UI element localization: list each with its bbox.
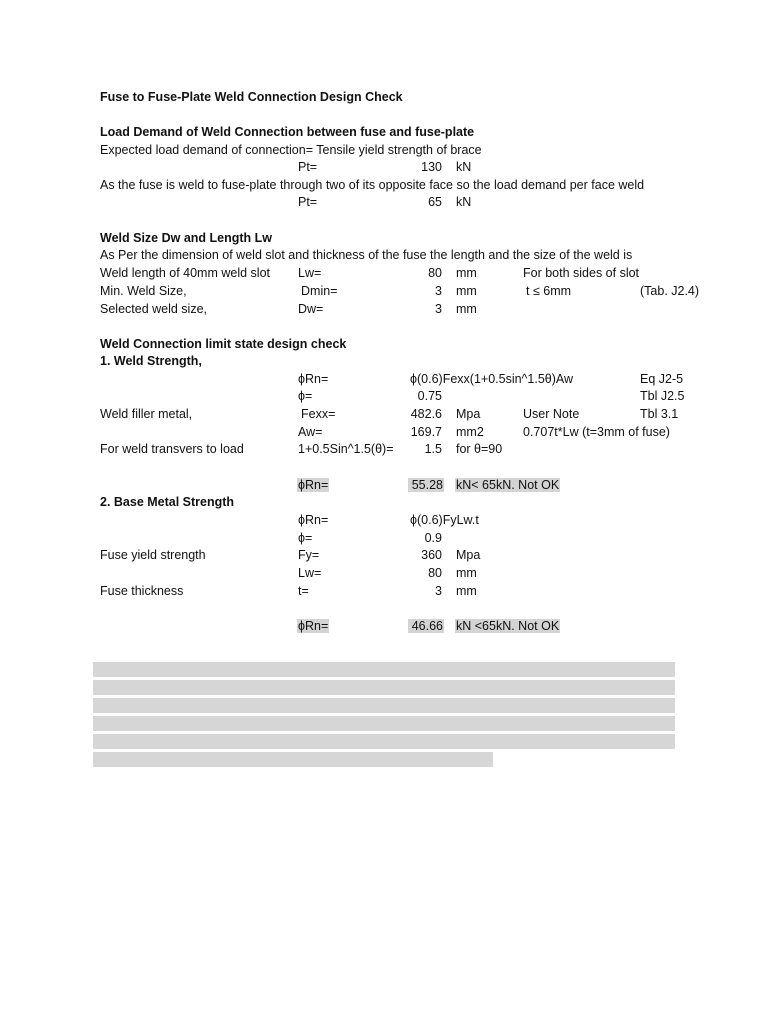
row-desc: For weld transvers to load: [100, 442, 244, 456]
row-value: 3: [435, 584, 442, 598]
result-value: 55.28: [408, 478, 444, 492]
row-desc: Selected weld size,: [100, 302, 208, 316]
row-ref: (Tab. J2.4): [640, 284, 700, 298]
row-label: Dw=: [298, 302, 324, 316]
pt-label: Pt=: [298, 160, 318, 174]
row-label: Dmin=: [301, 284, 338, 298]
row-ref: Tbl 3.1: [640, 407, 679, 421]
row-value: 1.5: [424, 442, 442, 456]
row-value: 482.6: [410, 407, 442, 421]
load-demand-text: Expected load demand of connection= Tensile yield strength of brace: [100, 143, 482, 157]
redacted-line: [93, 752, 493, 767]
row-note: t ≤ 6mm: [526, 284, 572, 298]
load-per-face-text: As the fuse is weld to fuse-plate through two of its opposite face so the load demand per face weld: [100, 178, 645, 192]
row-unit: mm: [456, 584, 477, 598]
row-formula: ϕ(0.6)Fexx(1+0.5sin^1.5θ)Aw: [410, 372, 574, 386]
redacted-line: [93, 680, 675, 695]
row-formula: ϕ(0.6)FyLw.t: [410, 513, 479, 527]
result-label: ϕRn=: [298, 619, 329, 633]
row-label: Lw=: [298, 266, 322, 280]
row-unit: mm: [456, 266, 477, 280]
row-value: 0.9: [424, 531, 442, 545]
row-desc: Fuse thickness: [100, 584, 184, 598]
row-desc: Min. Weld Size,: [100, 284, 187, 298]
result-status: kN< 65kN. Not OK: [456, 478, 560, 492]
row-label: ϕ=: [298, 531, 313, 545]
row-unit: mm: [456, 566, 477, 580]
row-note: For both sides of slot: [523, 266, 640, 280]
row-desc: Weld length of 40mm weld slot: [100, 266, 270, 280]
redacted-line: [93, 716, 675, 731]
row-value: 3: [435, 284, 442, 298]
pt-face-label: Pt=: [298, 195, 318, 209]
row-ref: Eq J2-5: [640, 372, 684, 386]
page-title: Fuse to Fuse-Plate Weld Connection Design Check: [100, 90, 403, 104]
row-note: 0.707t*Lw (t=3mm of fuse): [523, 425, 670, 439]
load-demand-heading: Load Demand of Weld Connection between fuse and fuse-plate: [100, 125, 475, 139]
weld-size-text: As Per the dimension of weld slot and thickness of the fuse the length and the size of the weld is: [100, 248, 633, 262]
row-desc: Fuse yield strength: [100, 548, 206, 562]
row-label: ϕRn=: [298, 513, 329, 527]
row-label: Aw=: [298, 425, 323, 439]
pt-value: 130: [421, 160, 442, 174]
row-label: Fy=: [298, 548, 320, 562]
limit-state-heading: Weld Connection limit state design check: [100, 337, 347, 351]
redacted-line: [93, 734, 675, 749]
row-value: 169.7: [410, 425, 442, 439]
row-desc: Weld filler metal,: [100, 407, 193, 421]
row-unit: mm: [456, 302, 477, 316]
row-value: 360: [421, 548, 442, 562]
row-label: ϕRn=: [298, 372, 329, 386]
pt-face-unit: kN: [456, 195, 472, 209]
weld-strength-heading: 1. Weld Strength,: [100, 354, 202, 368]
row-value: 80: [428, 566, 442, 580]
row-label: Fexx=: [301, 407, 336, 421]
row-label: Lw=: [298, 566, 322, 580]
row-ref: Tbl J2.5: [640, 389, 685, 403]
redacted-line: [93, 698, 675, 713]
row-label: ϕ=: [298, 389, 313, 403]
pt-face-value: 65: [428, 195, 442, 209]
row-label: t=: [298, 584, 309, 598]
pt-unit: kN: [456, 160, 472, 174]
row-label: 1+0.5Sin^1.5(θ)=: [298, 442, 394, 456]
row-unit: for θ=90: [456, 442, 503, 456]
redacted-line: [93, 662, 675, 677]
row-unit: Mpa: [456, 548, 481, 562]
row-value: 80: [428, 266, 442, 280]
weld-size-heading: Weld Size Dw and Length Lw: [100, 231, 272, 245]
row-note: User Note: [523, 407, 580, 421]
row-unit: mm: [456, 284, 477, 298]
result-label: ϕRn=: [298, 478, 329, 492]
row-unit: Mpa: [456, 407, 481, 421]
base-metal-heading: 2. Base Metal Strength: [100, 495, 235, 509]
row-value: 3: [435, 302, 442, 316]
result-status: kN <65kN. Not OK: [456, 619, 560, 633]
result-value: 46.66: [408, 619, 444, 633]
row-unit: mm2: [456, 425, 484, 439]
row-value: 0.75: [417, 389, 442, 403]
